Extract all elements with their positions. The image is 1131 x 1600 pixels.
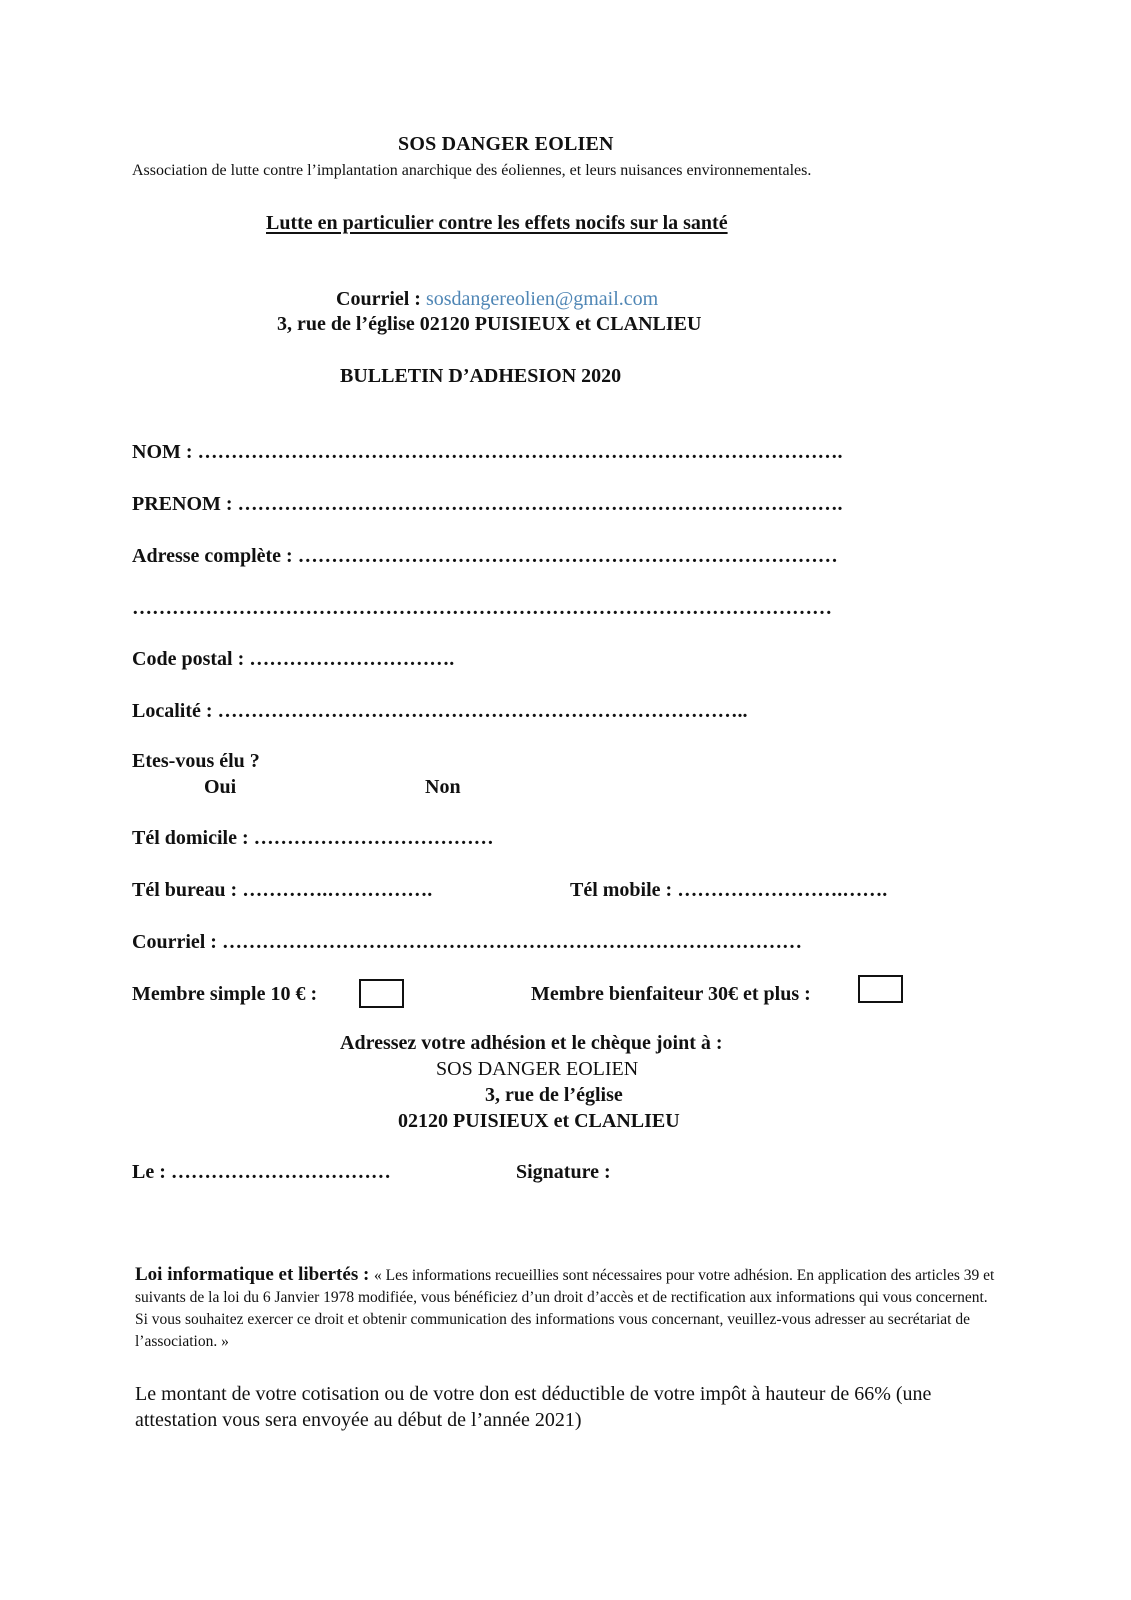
field-prenom[interactable]: PRENOM : ………………………………………………………………………………. <box>132 493 843 515</box>
law-notice <box>135 1264 995 1353</box>
contact-email-label: Courriel : <box>336 288 426 310</box>
field-tel-bureau[interactable]: Tél bureau : ………….……………. <box>132 879 433 901</box>
elu-non[interactable]: Non <box>425 776 461 798</box>
contact-email-line <box>336 288 658 311</box>
mailing-org: SOS DANGER EOLIEN <box>436 1058 639 1080</box>
mailing-city: 02120 PUISIEUX et CLANLIEU <box>398 1110 680 1132</box>
membre-bienfaiteur-checkbox[interactable] <box>858 975 903 1003</box>
field-courriel[interactable]: Courriel : …………………………………………………………………………… <box>132 931 802 953</box>
field-date[interactable]: Le : …………………………… <box>132 1161 391 1183</box>
membre-simple-label: Membre simple 10 € : <box>132 983 318 1005</box>
tax-notice: Le montant de votre cotisation ou de votre don est déductible de votre impôt à hauteur de 66% (une attestation vous sera envoyée au début de l’année 2021) <box>135 1383 932 1431</box>
field-code-postal[interactable]: Code postal : …………………………. <box>132 648 455 670</box>
mailing-street: 3, rue de l’église <box>485 1084 623 1106</box>
contact-address: 3, rue de l’église 02120 PUISIEUX et CLANLIEU <box>277 313 702 335</box>
elu-question: Etes-vous élu ? <box>132 750 260 772</box>
elu-oui[interactable]: Oui <box>204 776 237 798</box>
signature-label: Signature : <box>516 1161 611 1183</box>
tagline: Lutte en particulier contre les effets nocifs sur la santé <box>266 212 728 234</box>
mailing-instruction: Adressez votre adhésion et le chèque joint à : <box>340 1032 723 1054</box>
form-title: BULLETIN D’ADHESION 2020 <box>340 365 622 387</box>
field-localite[interactable]: Localité : …………………………………………………………………….. <box>132 700 748 722</box>
membre-simple-checkbox[interactable] <box>359 979 404 1008</box>
law-label: Loi informatique et libertés : <box>135 1264 375 1285</box>
org-subtitle: Association de lutte contre l’implantation anarchique des éoliennes, et leurs nuisances environnementales. <box>132 162 812 179</box>
field-tel-domicile[interactable]: Tél domicile : ……………………………… <box>132 827 494 849</box>
org-title: SOS DANGER EOLIEN <box>398 133 614 155</box>
law-text: « Les informations recueillies sont nécessaires pour votre adhésion. En application des articles 39 et suivants de la loi du 6 Janvier 1978 modifiée, vous bénéficiez d’un droit d’accès et de rectification aux informations qui vous concernent. Si vous souhaitez exercer ce droit et obtenir communication des informations vous concernant, veuillez-vous adresser au secrétariat de l’association. » <box>135 1267 995 1350</box>
field-nom[interactable]: NOM : ……………………………………………………………………………………. <box>132 441 843 463</box>
field-tel-mobile[interactable]: Tél mobile : …………………….……. <box>570 879 888 901</box>
field-adresse[interactable]: Adresse complète : ……………………………………………………………………… <box>132 545 838 567</box>
membre-bienfaiteur-label: Membre bienfaiteur 30€ et plus : <box>531 983 811 1005</box>
contact-email-link[interactable]: sosdangereolien@gmail.com <box>425 288 659 310</box>
field-adresse-line2[interactable]: …………………………………………………………………………………………… <box>132 597 832 619</box>
